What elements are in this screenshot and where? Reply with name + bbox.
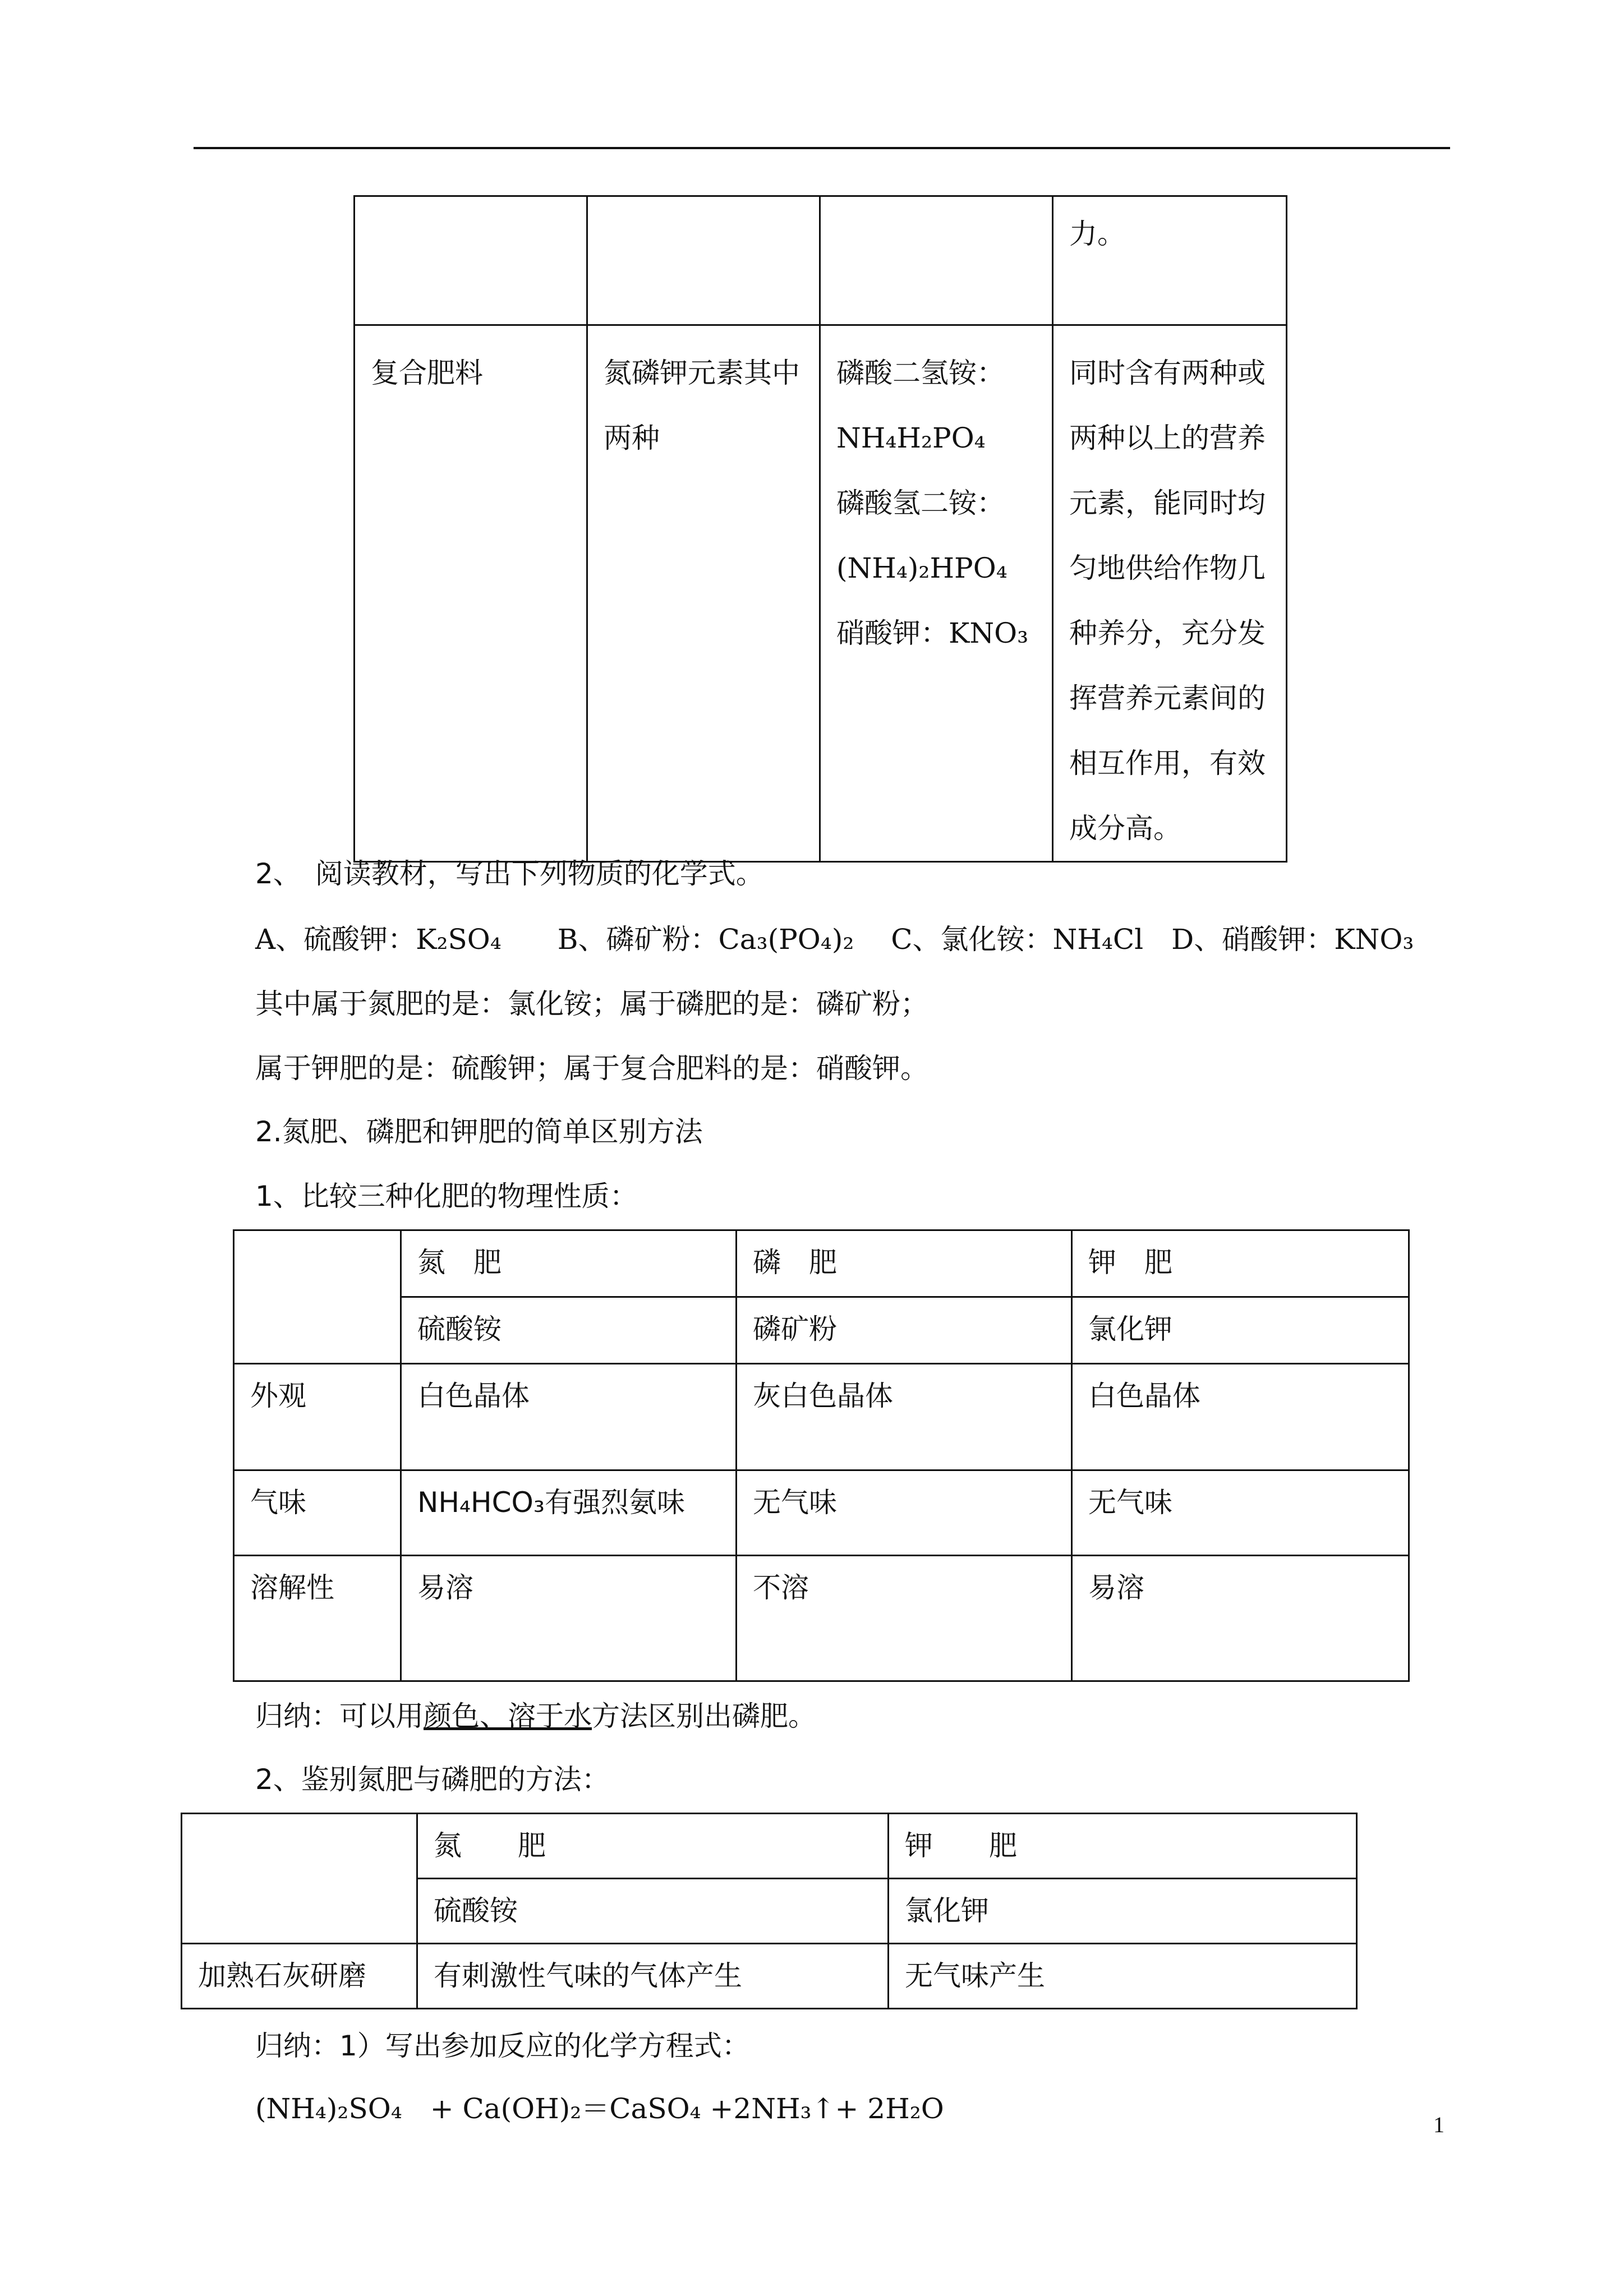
sub-potassium: 氯化钾: [889, 1879, 1357, 1944]
cell-description: 同时含有两种或两种以上的营养元素，能同时均匀地供给作物几种养分，充分发挥营养元素间的相互作用，有效成分高。: [1053, 325, 1287, 862]
cell-empty: [820, 196, 1053, 325]
corner-cell: [234, 1230, 401, 1364]
table-cell: 白色晶体: [1072, 1364, 1409, 1470]
cell-continued-text: 力。: [1053, 196, 1287, 325]
example-line: 磷酸氢二铵：: [836, 487, 1005, 519]
cell-empty: [355, 196, 587, 325]
conclusion-pre: 归纳：可以用: [255, 1700, 424, 1732]
cell-type: 复合肥料: [355, 325, 587, 862]
chemical-equation: (NH₄)₂SO₄ + Ca(OH)₂＝CaSO₄ +2NH₃↑+ 2H₂O: [255, 2092, 944, 2125]
cell-elements: 氮磷钾元素其中两种: [587, 325, 820, 862]
conclusion-2: 归纳：1）写出参加反应的化学方程式：: [255, 2030, 750, 2062]
header-rule: [194, 147, 1450, 149]
section-heading: 2.氮肥、磷肥和钾肥的简单区别方法: [255, 1115, 703, 1148]
corner-cell: [182, 1814, 417, 1944]
table-cell: NH₄HCO₃有强烈氨味: [401, 1470, 737, 1556]
table-cell: 灰白色晶体: [737, 1364, 1072, 1470]
table-cell: 有刺激性气味的气体产生: [417, 1944, 889, 2009]
example-line: NH₄H₂PO₄: [836, 422, 986, 454]
answer-line-2: 属于钾肥的是：硫酸钾；属于复合肥料的是：硝酸钾。: [255, 1052, 928, 1085]
row-label: 气味: [234, 1470, 401, 1556]
formula-line: A、硫酸钾：K₂SO₄ B、磷矿粉：Ca₃(PO₄)₂ C、氯化铵：NH₄Cl D、硝酸钾：KNO₃: [255, 923, 1414, 956]
sub-potassium: 氯化钾: [1072, 1297, 1409, 1364]
fertilizer-table-continued: [353, 195, 1287, 863]
sub-nitrogen: 硫酸铵: [417, 1879, 889, 1944]
table-cell: 易溶: [401, 1556, 737, 1681]
answer-line-1: 其中属于氮肥的是：氯化铵；属于磷肥的是：磷矿粉；: [255, 988, 928, 1020]
sub-phosphate: 磷矿粉: [737, 1297, 1072, 1364]
table-cell: 白色晶体: [401, 1364, 737, 1470]
header-phosphate: 磷 肥: [737, 1230, 1072, 1297]
subsection-heading-2: 2、鉴别氮肥与磷肥的方法：: [255, 1763, 610, 1796]
header-nitrogen: 氮 肥: [417, 1814, 889, 1879]
header-potassium: 钾 肥: [1072, 1230, 1409, 1297]
page-number: 1: [1433, 2112, 1444, 2137]
physical-properties-table: [233, 1229, 1410, 1682]
cell-empty: [587, 196, 820, 325]
identification-table: [181, 1813, 1358, 2009]
example-line: 硝酸钾：KNO₃: [836, 617, 1029, 649]
example-line: (NH₄)₂HPO₄: [836, 552, 1007, 584]
row-label: 外观: [234, 1364, 401, 1470]
cell-examples: [820, 325, 1053, 862]
row-label: 加熟石灰研磨: [182, 1944, 417, 2009]
subsection-heading: 1、比较三种化肥的物理性质：: [255, 1180, 638, 1212]
question-heading: 2、 阅读教材，写出下列物质的化学式。: [255, 857, 764, 890]
table-cell: 易溶: [1072, 1556, 1409, 1681]
table-cell: 无气味: [1072, 1470, 1409, 1556]
table-cell: 无气味: [737, 1470, 1072, 1556]
row-label: 溶解性: [234, 1556, 401, 1681]
conclusion-underlined: 颜色、溶于水: [424, 1700, 592, 1732]
header-potassium: 钾 肥: [889, 1814, 1357, 1879]
table-cell: 无气味产生: [889, 1944, 1357, 2009]
sub-nitrogen: 硫酸铵: [401, 1297, 737, 1364]
table-cell: 不溶: [737, 1556, 1072, 1681]
example-line: 磷酸二氢铵：: [836, 357, 1005, 389]
conclusion-line: [255, 1699, 816, 1733]
conclusion-post: 方法区别出磷肥。: [592, 1700, 816, 1732]
header-nitrogen: 氮 肥: [401, 1230, 737, 1297]
